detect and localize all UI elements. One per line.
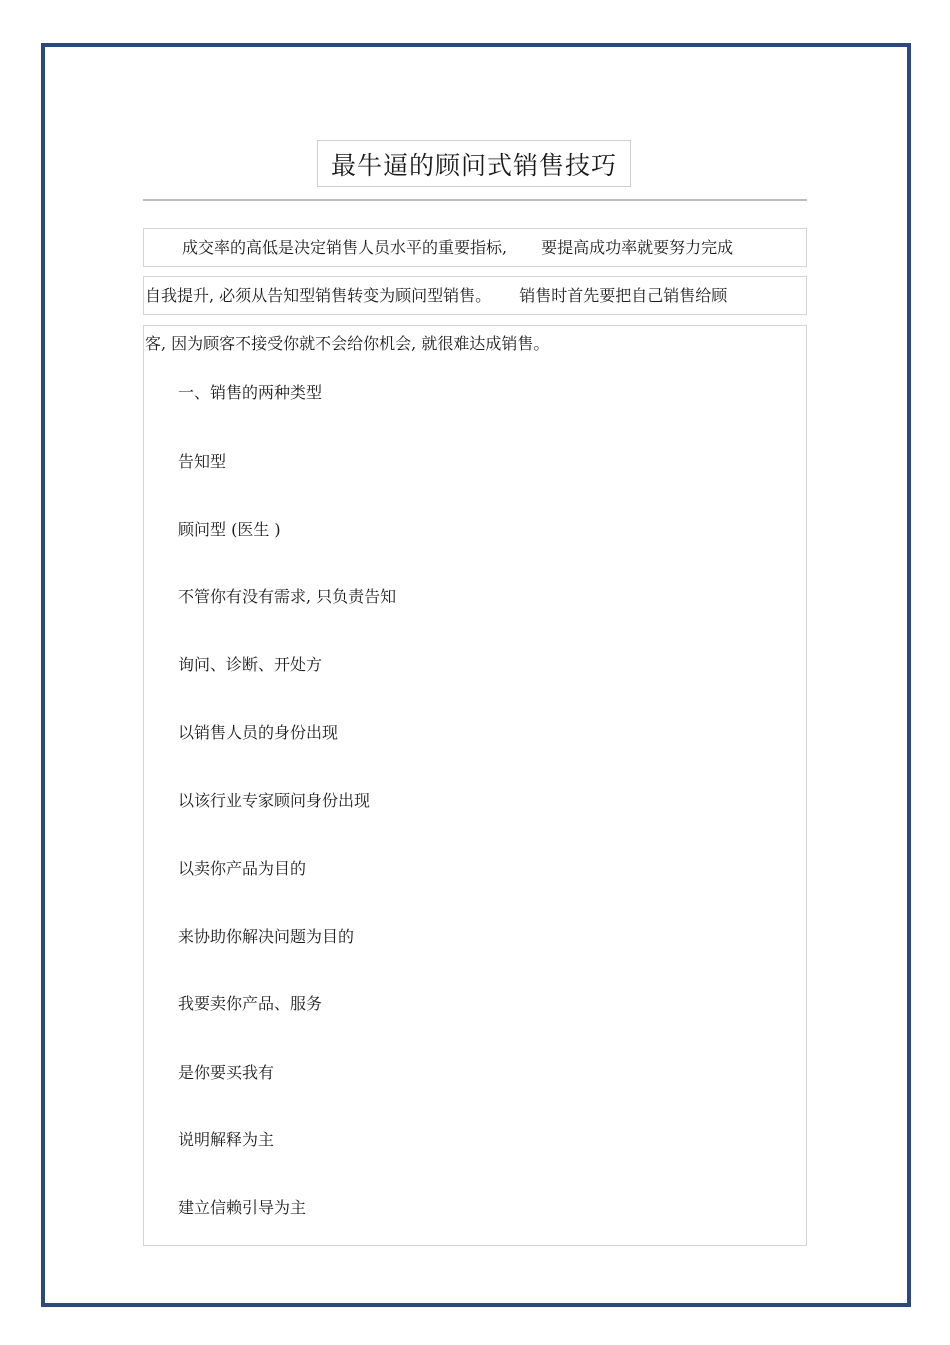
list-item: 顾问型 (医生 ) [178,520,281,539]
list-item: 告知型 [178,452,227,471]
list-item: 来协助你解决问题为目的 [178,927,355,946]
list-item: 是你要买我有 [178,1063,275,1082]
intro-line-1-part-b: 要提高成功率就要努力完成 [541,238,734,257]
list-item: 以该行业专家顾问身份出现 [178,791,371,810]
intro-paragraph-line-2 [143,276,807,315]
title-divider [143,199,807,201]
content-section [143,325,807,1246]
list-item: 建立信赖引导为主 [178,1198,307,1217]
section-heading: 一、销售的两种类型 [178,383,323,402]
intro-line-2-part-b: 销售时首先要把自己销售给顾 [519,286,728,305]
intro-paragraph-line-1 [143,228,807,267]
list-item: 以销售人员的身份出现 [178,723,339,742]
intro-line-2-part-a: 自我提升, 必须从告知型销售转变为顾问型销售。 [145,286,492,305]
list-item: 我要卖你产品、服务 [178,994,323,1013]
intro-paragraph-line-3: 客, 因为顾客不接受你就不会给你机会, 就很难达成销售。 [145,334,550,353]
list-item: 说明解释为主 [178,1130,275,1149]
intro-line-1-part-a: 成交率的高低是决定销售人员水平的重要指标, [182,238,508,257]
list-item: 询问、诊断、开处方 [178,655,323,674]
list-item: 以卖你产品为目的 [178,859,307,878]
document-title-text: 最牛逼的顾问式销售技巧 [330,150,617,180]
document-title [317,140,631,187]
list-item: 不管你有没有需求, 只负责告知 [178,587,397,606]
